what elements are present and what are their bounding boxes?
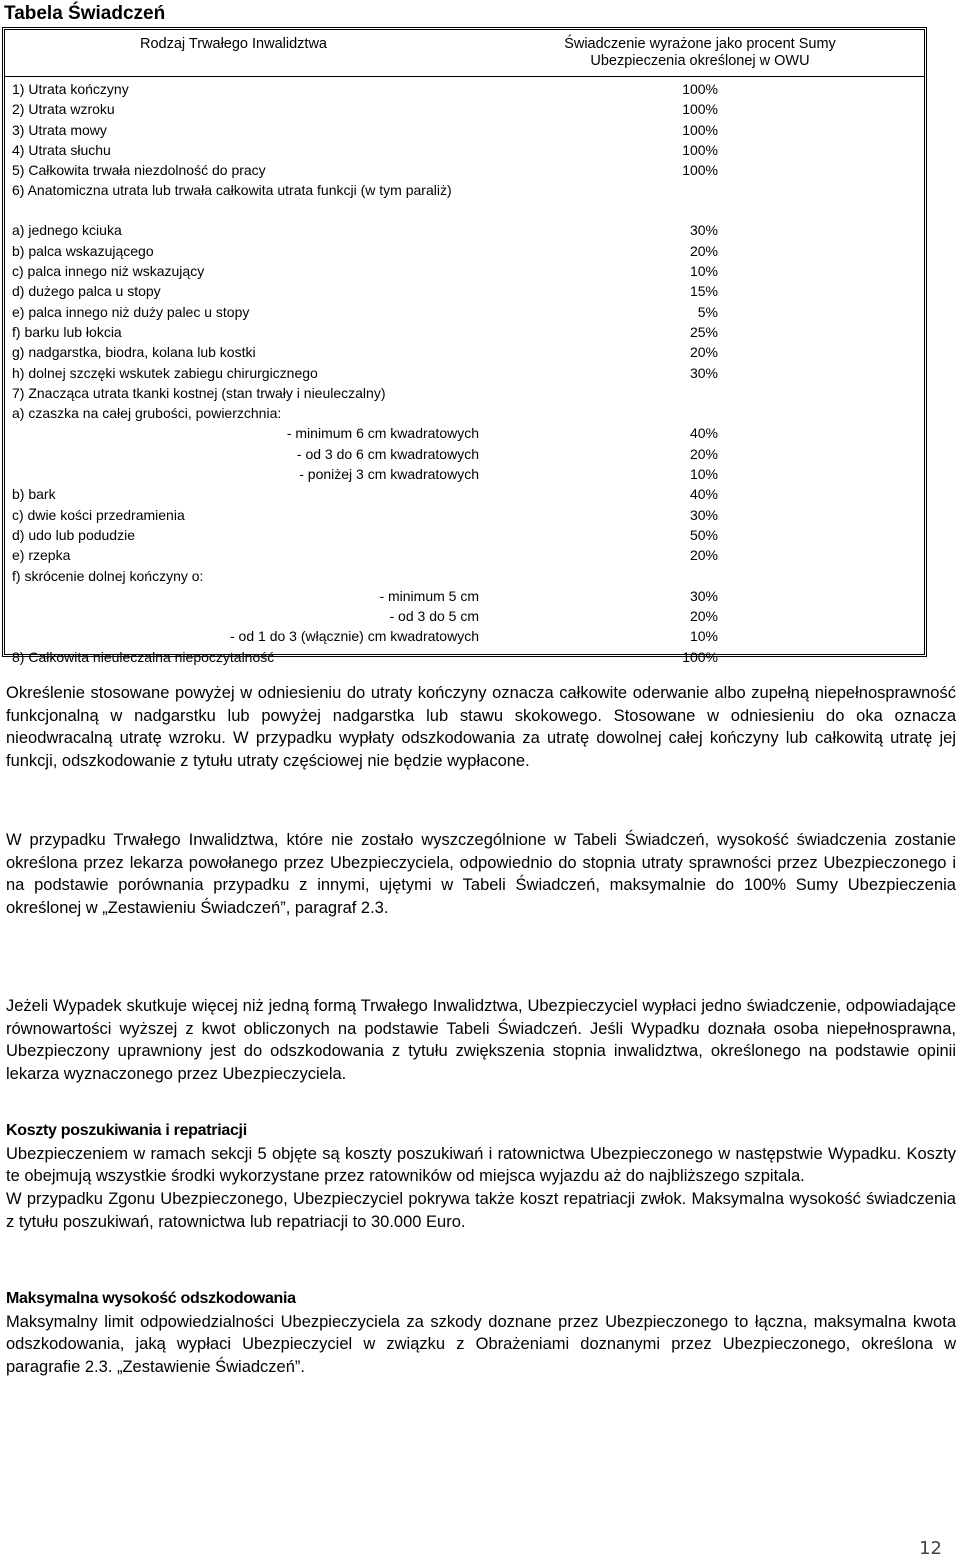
row-label: d) udo lub podudzie	[12, 526, 135, 543]
table-row	[5, 566, 924, 586]
row-value: 10%	[689, 263, 718, 280]
table-row	[5, 322, 924, 342]
paragraph-multiple-disability	[6, 995, 956, 1086]
row-label: f) barku lub łokcia	[12, 323, 122, 340]
table-row	[5, 79, 924, 99]
table-row	[5, 444, 924, 464]
row-label: - od 3 do 5 cm	[389, 608, 479, 625]
row-label: - minimum 5 cm	[379, 587, 479, 604]
table-row	[5, 423, 924, 443]
row-label: e) palca innego niż duży palec u stopy	[12, 303, 250, 320]
table-row	[5, 505, 924, 525]
table-row	[5, 160, 924, 180]
table-row	[5, 120, 924, 140]
row-value: 100%	[682, 141, 718, 158]
row-value: 20%	[689, 445, 718, 462]
section-max-compensation	[6, 1288, 956, 1379]
row-label: a) jednego kciuka	[12, 222, 122, 239]
row-label: - od 1 do 3 (włącznie) cm kwadratowych	[230, 628, 479, 645]
table-row	[5, 180, 924, 220]
row-label: a) czaszka na całej grubości, powierzchnia:	[12, 405, 282, 422]
row-label: g) nadgarstka, biodra, kolana lub kostki	[12, 344, 256, 361]
table-row	[5, 525, 924, 545]
row-value: 10%	[689, 628, 718, 645]
row-label: - minimum 6 cm kwadratowych	[286, 425, 479, 442]
row-value: 30%	[689, 506, 718, 523]
table-row	[5, 220, 924, 240]
row-value: 100%	[682, 162, 718, 179]
paragraph-text: Jeżeli Wypadek skutkuje więcej niż jedną formą Trwałego Inwalidztwa, Ubezpieczyciel wypłaci jedno świadczenie, odpowiadające równowartości wyższej z kwot obliczonych na podstawie Tabeli Świadczeń. Jeśli Wypadku doznała osoba niepełnosprawna, Ubezpieczony uprawniony jest do odszkodowania z tytułu zwiększenia stopnia inwalidztwa, określonego na podstawie opinii lekarza wyznaczonego przez Ubezpieczyciela.	[6, 997, 956, 1084]
page-number: 12	[919, 1538, 942, 1559]
row-label: f) skrócenie dolnej kończyny o:	[12, 567, 204, 584]
row-label: 5) Całkowita trwała niezdolność do pracy	[12, 162, 266, 179]
row-label: 3) Utrata mowy	[12, 121, 107, 138]
row-value: 100%	[682, 101, 718, 118]
row-label: 6) Anatomiczna utrata lub trwała całkowita utrata funkcji (w tym paraliż)	[12, 182, 452, 199]
table-row	[5, 626, 924, 646]
row-label: c) palca innego niż wskazujący	[12, 263, 205, 280]
row-value: 20%	[689, 547, 718, 564]
section-search-repatriation	[6, 1120, 956, 1234]
row-label: 4) Utrata słuchu	[12, 141, 111, 158]
table-row	[5, 241, 924, 261]
table-row	[5, 464, 924, 484]
row-value: 40%	[689, 425, 718, 442]
row-value: 30%	[689, 364, 718, 381]
table-row	[5, 302, 924, 322]
table-row	[5, 281, 924, 301]
paragraph-text: Ubezpieczeniem w ramach sekcji 5 objęte są koszty poszukiwań i ratownictwa Ubezpieczonego w następstwie Wypadku. Koszty te obejmują wszystkie środki wykorzystane przez ratowników od miejsca wyjazdu aż do najbliższego szpitala.	[6, 1144, 956, 1186]
paragraph-unlisted-disability	[6, 829, 956, 920]
row-label: 8) Całkowita nieuleczalna niepoczytalność	[12, 648, 275, 665]
row-label: d) dużego palca u stopy	[12, 283, 161, 300]
row-label: e) rzepka	[12, 547, 71, 564]
row-value: 40%	[689, 486, 718, 503]
row-value: 100%	[682, 648, 718, 665]
row-value: 5%	[697, 303, 718, 320]
paragraph-text: Określenie stosowane powyżej w odniesieniu do utraty kończyny oznacza całkowite oderwanie albo zupełną niepełnosprawność funkcjonalną w nadgarstku lub powyżej nadgarstka lub stawu skokowego. Stosowane w odniesieniu do oka oznacza nieodwracalną utratę wzroku. W przypadku wypłaty odszkodowania za utratę dowolnej całej kończyny lub całkowitą utratę jej funkcji, odszkodowanie z tytułu utraty częściowej nie będzie wypłacone.	[6, 684, 956, 771]
paragraph-text: W przypadku Zgonu Ubezpieczonego, Ubezpieczyciel pokrywa także koszt repatriacji zwłok. Maksymalna wysokość świadczenia z tytułu poszukiwań, ratownictwa lub repatriacji to 30.000 Euro.	[6, 1190, 956, 1231]
paragraph-text: W przypadku Trwałego Inwalidztwa, które nie zostało wyszczególnione w Tabeli Świadczeń, wysokość świadczenia zostanie określona przez lekarza powołanego przez Ubezpieczyciela, odpowiednio do stopnia utraty sprawności przez Ubezpieczonego i na podstawie porównania przypadku z innymi, ujętymi w Tabeli Świadczeń, maksymalnie do 100% Sumy Ubezpieczenia określonej w „Zestawieniu Świadczeń”, paragraf 2.3.	[6, 831, 956, 918]
table-header	[5, 30, 924, 77]
paragraph-definition	[6, 682, 956, 773]
column-header-disability-type: Rodzaj Trwałego Inwalidztwa	[140, 36, 327, 52]
table-row	[5, 647, 924, 667]
row-label: b) palca wskazującego	[12, 242, 154, 259]
table-row	[5, 545, 924, 565]
table-row	[5, 606, 924, 626]
row-label: - poniżej 3 cm kwadratowych	[299, 466, 479, 483]
row-label: b) bark	[12, 486, 56, 503]
row-value: 100%	[682, 81, 718, 97]
column-header-benefit-percent	[540, 36, 860, 70]
row-value: 50%	[689, 526, 718, 543]
table-row	[5, 484, 924, 504]
row-label: - od 3 do 6 cm kwadratowych	[296, 445, 479, 462]
row-value: 15%	[689, 283, 718, 300]
row-value: 30%	[689, 587, 718, 604]
column-header-line-2: Ubezpieczenia określonej w OWU	[590, 53, 810, 69]
row-label: h) dolnej szczęki wskutek zabiegu chirurgicznego	[12, 364, 318, 381]
section-heading: Maksymalna wysokość odszkodowania	[6, 1290, 296, 1307]
row-value: 25%	[689, 323, 718, 340]
row-value: 20%	[689, 608, 718, 625]
benefits-table	[2, 27, 927, 665]
row-value: 10%	[689, 466, 718, 483]
row-value: 30%	[689, 222, 718, 239]
row-value: 20%	[689, 242, 718, 259]
table-row	[5, 140, 924, 160]
row-label: c) dwie kości przedramienia	[12, 506, 185, 523]
row-label: 7) Znacząca utrata tkanki kostnej (stan trwały i nieuleczalny)	[12, 384, 386, 401]
page-title: Tabela Świadczeń	[4, 3, 166, 24]
table-row	[5, 261, 924, 281]
row-value: 100%	[682, 121, 718, 138]
row-value: 20%	[689, 344, 718, 361]
table-row	[5, 342, 924, 362]
table-row	[5, 403, 924, 423]
paragraph-text: Maksymalny limit odpowiedzialności Ubezpieczyciela za szkody doznane przez Ubezpieczonego to łączna, maksymalna kwota odszkodowania, jaką wypłaci Ubezpieczyciel w związku z Obrażeniami doznanymi przez Ubezpieczonego, określona w paragrafie 2.3. „Zestawienie Świadczeń”.	[6, 1312, 956, 1377]
table-row	[5, 363, 924, 383]
section-heading: Koszty poszukiwania i repatriacji	[6, 1122, 247, 1139]
table-row	[5, 99, 924, 119]
table-row	[5, 586, 924, 606]
row-label: 1) Utrata kończyny	[12, 81, 129, 97]
row-label: 2) Utrata wzroku	[12, 101, 115, 118]
column-header-line-1: Świadczenie wyrażone jako procent Sumy	[564, 36, 836, 52]
table-body	[5, 79, 924, 667]
table-row	[5, 383, 924, 403]
